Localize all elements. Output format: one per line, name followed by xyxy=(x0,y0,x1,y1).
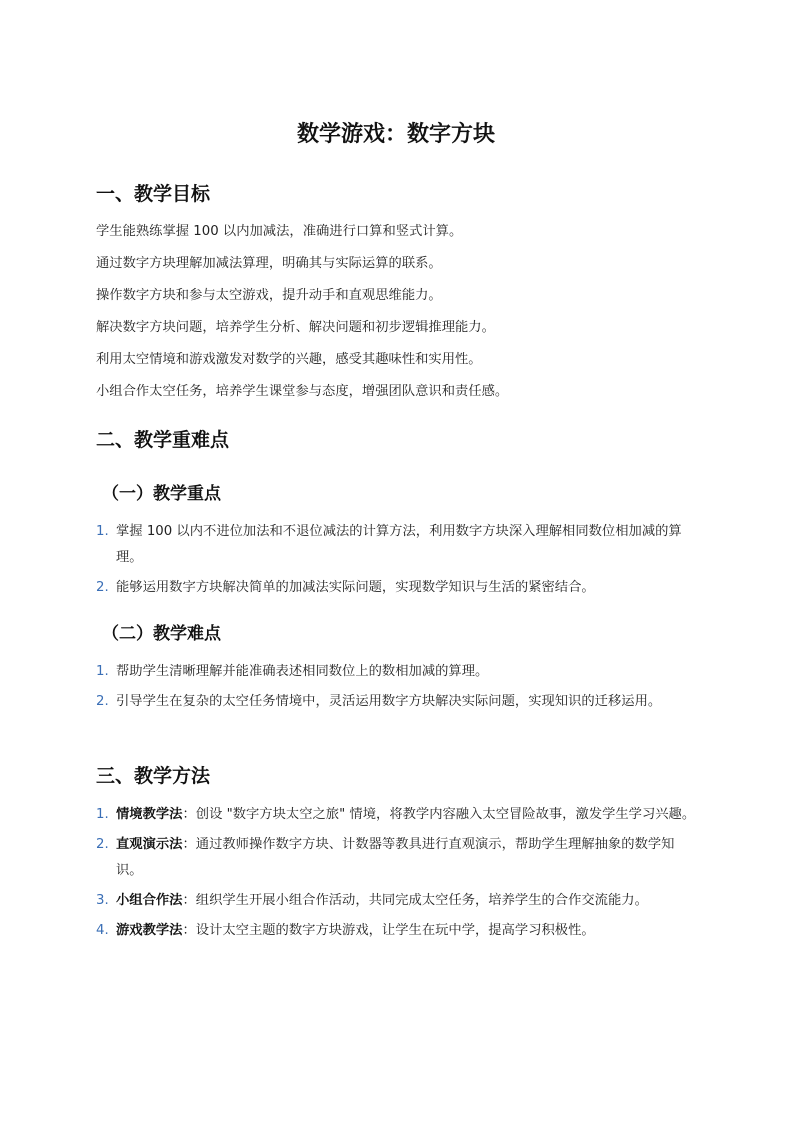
subsection-heading-focus: （一）教学重点 xyxy=(102,484,221,504)
subsection-heading-difficulty: （二）教学难点 xyxy=(102,624,221,644)
list-number: 1. xyxy=(96,807,109,822)
goal-paragraph: 解决数字方块问题，培养学生分析、解决问题和初步逻辑推理能力。 xyxy=(96,320,495,335)
list-item-text: 掌握 100 以内不进位加法和不退位减法的计算方法，利用数字方块深入理解相同数位相加减的算理。 xyxy=(116,524,682,565)
list-item xyxy=(96,575,696,601)
goal-paragraph: 通过数字方块理解加减法算理，明确其与实际运算的联系。 xyxy=(96,256,442,271)
list-number: 2. xyxy=(96,580,109,595)
list-item xyxy=(96,659,696,685)
document-title: 数学游戏：数字方块 xyxy=(296,122,495,147)
list-number: 4. xyxy=(96,923,109,938)
section-heading-goals: 一、教学目标 xyxy=(96,183,211,205)
method-text: ：设计太空主题的数字方块游戏，让学生在玩中学，提高学习积极性。 xyxy=(182,923,595,938)
method-label: 情境教学法 xyxy=(116,807,183,822)
list-item xyxy=(96,802,696,828)
list-number: 1. xyxy=(96,664,109,679)
list-number: 3. xyxy=(96,893,109,908)
focus-list xyxy=(96,519,696,605)
difficulty-list xyxy=(96,659,696,719)
list-item-text: 引导学生在复杂的太空任务情境中，灵活运用数字方块解决实际问题，实现知识的迁移运用。 xyxy=(116,694,662,709)
list-item xyxy=(96,519,696,571)
list-number: 2. xyxy=(96,694,109,709)
goal-paragraph: 学生能熟练掌握 100 以内加减法，准确进行口算和竖式计算。 xyxy=(96,224,463,239)
method-text: ：通过教师操作数字方块、计数器等教具进行直观演示，帮助学生理解抽象的数学知识。 xyxy=(116,837,675,878)
goal-paragraph: 小组合作太空任务，培养学生课堂参与态度，增强团队意识和责任感。 xyxy=(96,384,509,399)
method-label: 直观演示法 xyxy=(116,837,183,852)
list-item xyxy=(96,888,696,914)
goal-paragraph: 利用太空情境和游戏激发对数学的兴趣，感受其趣味性和实用性。 xyxy=(96,352,482,367)
goal-paragraph: 操作数字方块和参与太空游戏，提升动手和直观思维能力。 xyxy=(96,288,442,303)
list-number: 2. xyxy=(96,837,109,852)
list-item-text: 能够运用数字方块解决简单的加减法实际问题，实现数学知识与生活的紧密结合。 xyxy=(116,580,595,595)
method-text: ：组织学生开展小组合作活动，共同完成太空任务，培养学生的合作交流能力。 xyxy=(182,893,648,908)
list-number: 1. xyxy=(96,524,109,539)
list-item-text: 帮助学生清晰理解并能准确表述相同数位上的数相加减的算理。 xyxy=(116,664,489,679)
section-heading-key-points: 二、教学重难点 xyxy=(96,429,230,451)
method-label: 游戏教学法 xyxy=(116,923,183,938)
methods-list xyxy=(96,802,696,948)
method-text: ：创设 "数字方块太空之旅" 情境，将教学内容融入太空冒险故事，激发学生学习兴趣。 xyxy=(182,807,696,822)
method-label: 小组合作法 xyxy=(116,893,183,908)
list-item xyxy=(96,832,696,884)
list-item xyxy=(96,918,696,944)
list-item xyxy=(96,689,696,715)
section-heading-methods: 三、教学方法 xyxy=(96,765,211,787)
